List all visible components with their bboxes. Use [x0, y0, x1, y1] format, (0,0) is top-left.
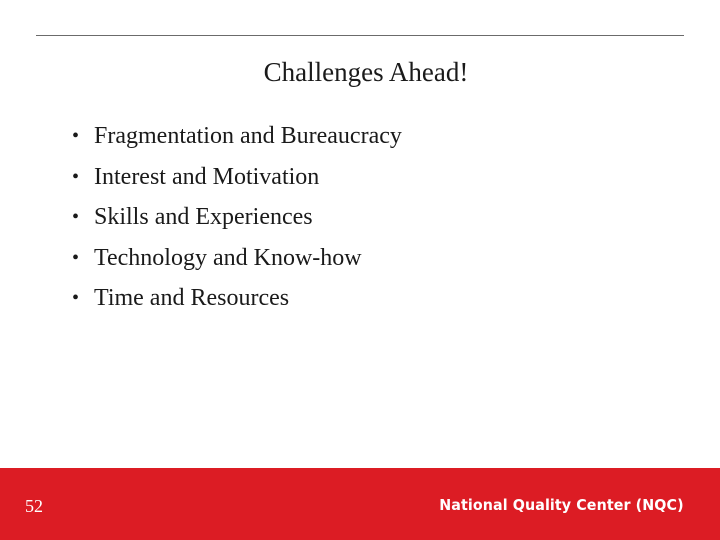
- bullet-list: [72, 116, 402, 319]
- page-number: 52: [25, 496, 43, 516]
- slide-title: Challenges Ahead!: [263, 57, 469, 87]
- organization-name: National Quality Center (NQC): [439, 496, 684, 514]
- bullet-icon: •: [72, 246, 80, 269]
- bullet-icon: •: [72, 206, 80, 229]
- bullet-text: Fragmentation and Bureaucracy: [94, 123, 402, 150]
- bullet-text: Technology and Know-how: [94, 244, 362, 271]
- list-item: [72, 116, 402, 157]
- list-item: [72, 238, 402, 279]
- bullet-icon: •: [72, 125, 80, 148]
- bullet-icon: •: [72, 287, 80, 310]
- top-divider: [36, 35, 684, 36]
- bullet-text: Interest and Motivation: [94, 163, 320, 190]
- bullet-icon: •: [72, 165, 80, 188]
- list-item: [72, 278, 402, 319]
- list-item: [72, 197, 402, 238]
- bullet-text: Time and Resources: [94, 285, 290, 312]
- bullet-text: Skills and Experiences: [94, 204, 313, 231]
- list-item: [72, 157, 402, 198]
